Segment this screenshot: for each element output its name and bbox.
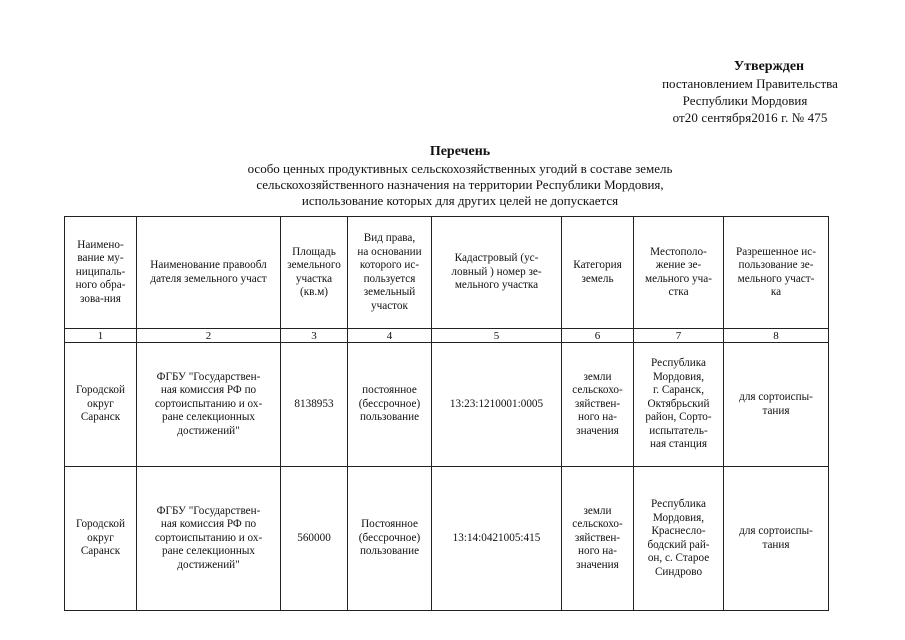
document-title: Перечень (429, 144, 491, 159)
column-number: 4 (348, 329, 432, 343)
heading-line-2: сельскохозяйственного назначения на территории Республики Мордовия, (256, 177, 664, 192)
heading-line-3: использование которых для других целей не допускается (301, 193, 619, 208)
cell-location: Республика Мордовия, Краснесло- бодский рай- он, с. Старое Синдрово (634, 467, 724, 611)
cell-category: земли сельскохо- зяйствен- ного на- значения (562, 467, 634, 611)
table-header-row (65, 217, 829, 329)
cell-municipality: Городской округ Саранск (65, 343, 137, 467)
approval-block (560, 58, 900, 126)
document-heading (170, 144, 750, 209)
column-number: 8 (724, 329, 829, 343)
cell-usage: для сортоиспы- тания (724, 343, 829, 467)
cell-holder: ФГБУ "Государствен- ная комиссия РФ по сортоиспытанию и ох- ране селекционных достижений" (137, 467, 281, 611)
column-number: 1 (65, 329, 137, 343)
column-number: 5 (432, 329, 562, 343)
header-right: Вид права, на основании которого ис- пользуется земельный участок (348, 217, 432, 329)
column-number: 6 (562, 329, 634, 343)
heading-line-1: особо ценных продуктивных сельскохозяйственных угодий в составе земель (247, 161, 673, 176)
approval-line-3: от20 сентября2016 г. № 475 (672, 110, 828, 125)
land-plots-table (64, 216, 829, 611)
approval-line-2: Республики Мордовия (682, 93, 808, 108)
column-number-row (65, 329, 829, 343)
column-number: 2 (137, 329, 281, 343)
cell-area: 8138953 (281, 343, 348, 467)
table-row (65, 467, 829, 611)
header-holder: Наименование правообл дателя земельного участ (137, 217, 281, 329)
cell-usage: для сортоиспы- тания (724, 467, 829, 611)
cell-right: постоянное (бессрочное) пользование (348, 343, 432, 467)
header-usage: Разрешенное ис- пользование зе- мельного участ- ка (724, 217, 829, 329)
cell-right: Постоянное (бессрочное) пользование (348, 467, 432, 611)
column-number: 7 (634, 329, 724, 343)
cell-area: 560000 (281, 467, 348, 611)
cell-municipality: Городской округ Саранск (65, 467, 137, 611)
header-location: Местополо- жение зе- мельного уча- стка (634, 217, 724, 329)
cell-cadastral: 13:14:0421005:415 (432, 467, 562, 611)
header-municipality: Наимено- вание му- ниципаль- ного обра- зова-ния (65, 217, 137, 329)
cell-location: Республика Мордовия, г. Саранск, Октябрьский район, Сорто- испытатель- ная станция (634, 343, 724, 467)
header-cadastral: Кадастровый (ус- ловный ) номер зе- мельного участка (432, 217, 562, 329)
header-area: Площадь земельного участка (кв.м) (281, 217, 348, 329)
approval-line-1: постановлением Правительства (662, 76, 838, 91)
cell-cadastral: 13:23:1210001:0005 (432, 343, 562, 467)
approval-word: Утвержден (733, 59, 805, 74)
table-row (65, 343, 829, 467)
cell-category: земли сельскохо- зяйствен- ного на- значения (562, 343, 634, 467)
header-category: Категория земель (562, 217, 634, 329)
column-number: 3 (281, 329, 348, 343)
cell-holder: ФГБУ "Государствен- ная комиссия РФ по сортоиспытанию и ох- ране селекционных достижений" (137, 343, 281, 467)
